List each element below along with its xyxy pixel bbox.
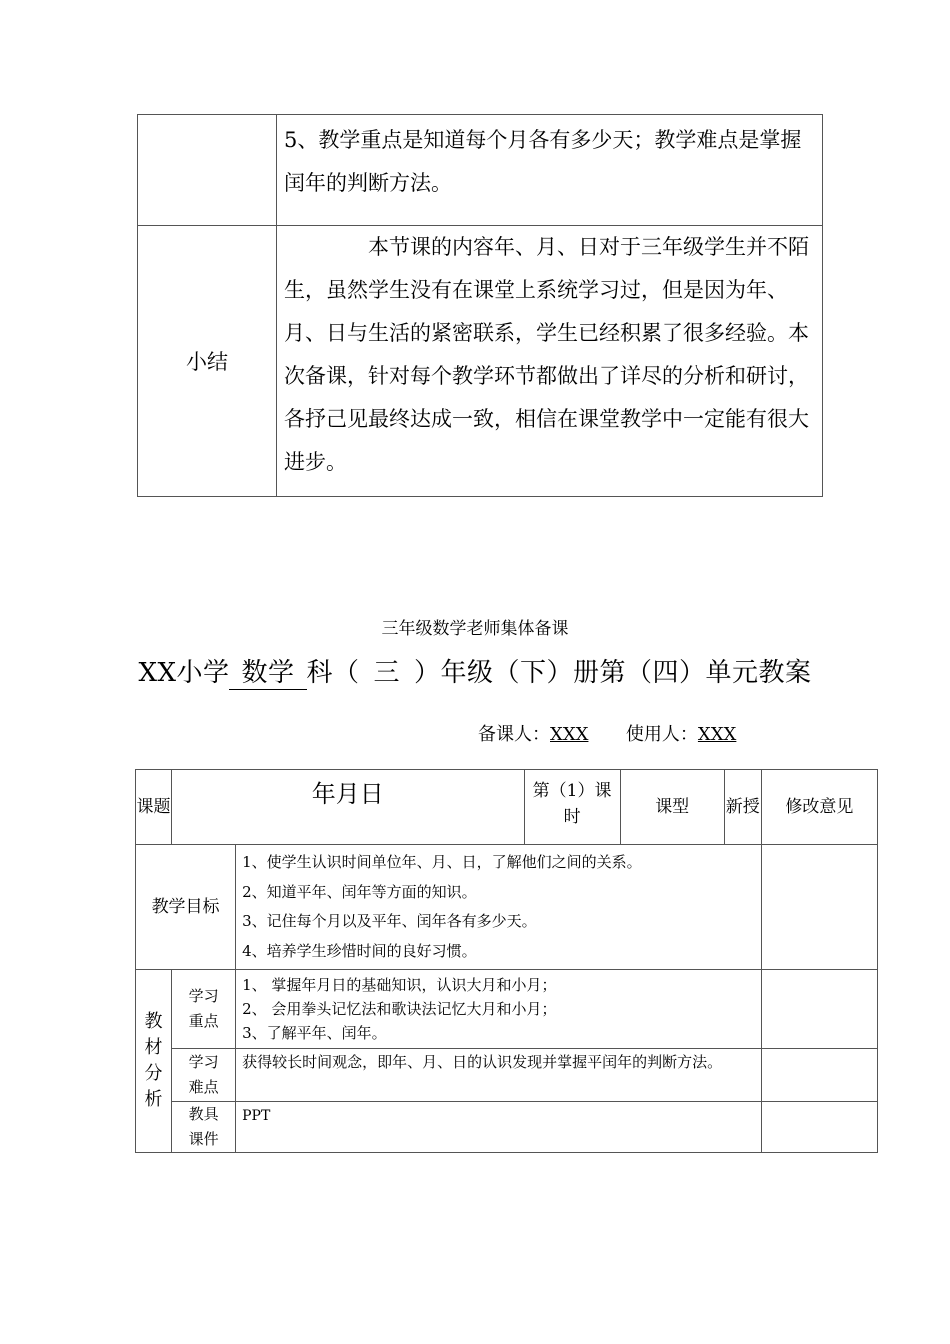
revision-cell: [761, 970, 877, 1049]
preparer-name: XXX: [550, 724, 589, 745]
type-value: 新授: [724, 770, 761, 845]
difficulty-label: 学习难点: [172, 1049, 236, 1102]
lesson-plan-title: [0, 652, 950, 690]
preparer-label: 备课人：: [478, 724, 550, 745]
revision-cell: [761, 1049, 877, 1102]
goal-item: 2、知道平年、闰年等方面的知识。: [242, 882, 477, 901]
lesson-plan-table: [135, 769, 878, 1153]
summary-label: 小结: [138, 226, 277, 497]
summary-text: 本节课的内容年、月、日对于三年级学生并不陌生，虽然学生没有在课堂上系统学习过，但是因为年、月、日与生活的紧密联系，学生已经积累了很多经验。本次备课，针对每个教学环节都做出了详尽的分析和研讨，各抒己见最终达成一致，相信在课堂教学中一定能有很大进步。: [277, 226, 823, 497]
user-name: XXX: [697, 724, 737, 745]
topic-value: 年月日: [172, 770, 524, 845]
user-label: 使用人：: [625, 724, 698, 745]
key-points-list: [236, 970, 762, 1049]
grade-value: 三: [373, 658, 401, 688]
analysis-label: 教材分析: [136, 970, 172, 1153]
difficulty-text: 获得较长时间观念，即年、月、日的认识发现并掌握平闰年的判断方法。: [236, 1049, 762, 1102]
period-value: 第（1）课时: [524, 770, 620, 845]
key-point-item: 1、 掌握年月日的基础知识，认识大月和小月；: [242, 976, 557, 994]
key-label: 学习重点: [172, 970, 236, 1049]
key-difficulty-text: 5、教学重点是知道每个月各有多少天；教学难点是掌握闰年的判断方法。: [277, 115, 823, 226]
type-label: 课型: [620, 770, 724, 845]
key-point-item: 2、 会用拳头记忆法和歌诀法记忆大月和小月；: [242, 1000, 557, 1018]
revision-cell: [761, 845, 877, 970]
goal-item: 3、记住每个月以及平年、闰年各有多少天。: [242, 912, 537, 930]
tools-value: PPT: [236, 1102, 762, 1153]
upper-plan-table: [137, 114, 823, 497]
tools-label: 教具课件: [172, 1102, 236, 1153]
revision-cell: [761, 1102, 877, 1153]
school-name: XX小学: [138, 658, 230, 688]
goals-list: [236, 845, 762, 970]
key-point-item: 3、了解平年、闰年。: [242, 1024, 387, 1042]
preparer-line: [478, 720, 736, 746]
goal-item: 1、使学生认识时间单位年、月、日，了解他们之间的关系。: [242, 853, 642, 871]
goal-item: 4、培养学生珍惜时间的良好习惯。: [242, 941, 477, 960]
subject-name: 数学: [229, 652, 306, 690]
revision-label: 修改意见: [761, 770, 877, 845]
grade-suffix: ）年级（下）册第（四）单元教案: [414, 658, 812, 688]
empty-label-cell: [138, 115, 277, 226]
subject-suffix: 科（: [306, 658, 360, 688]
subtitle: 三年级数学老师集体备课: [381, 619, 569, 639]
goals-label: 教学目标: [136, 845, 236, 970]
topic-label: 课题: [136, 770, 172, 845]
